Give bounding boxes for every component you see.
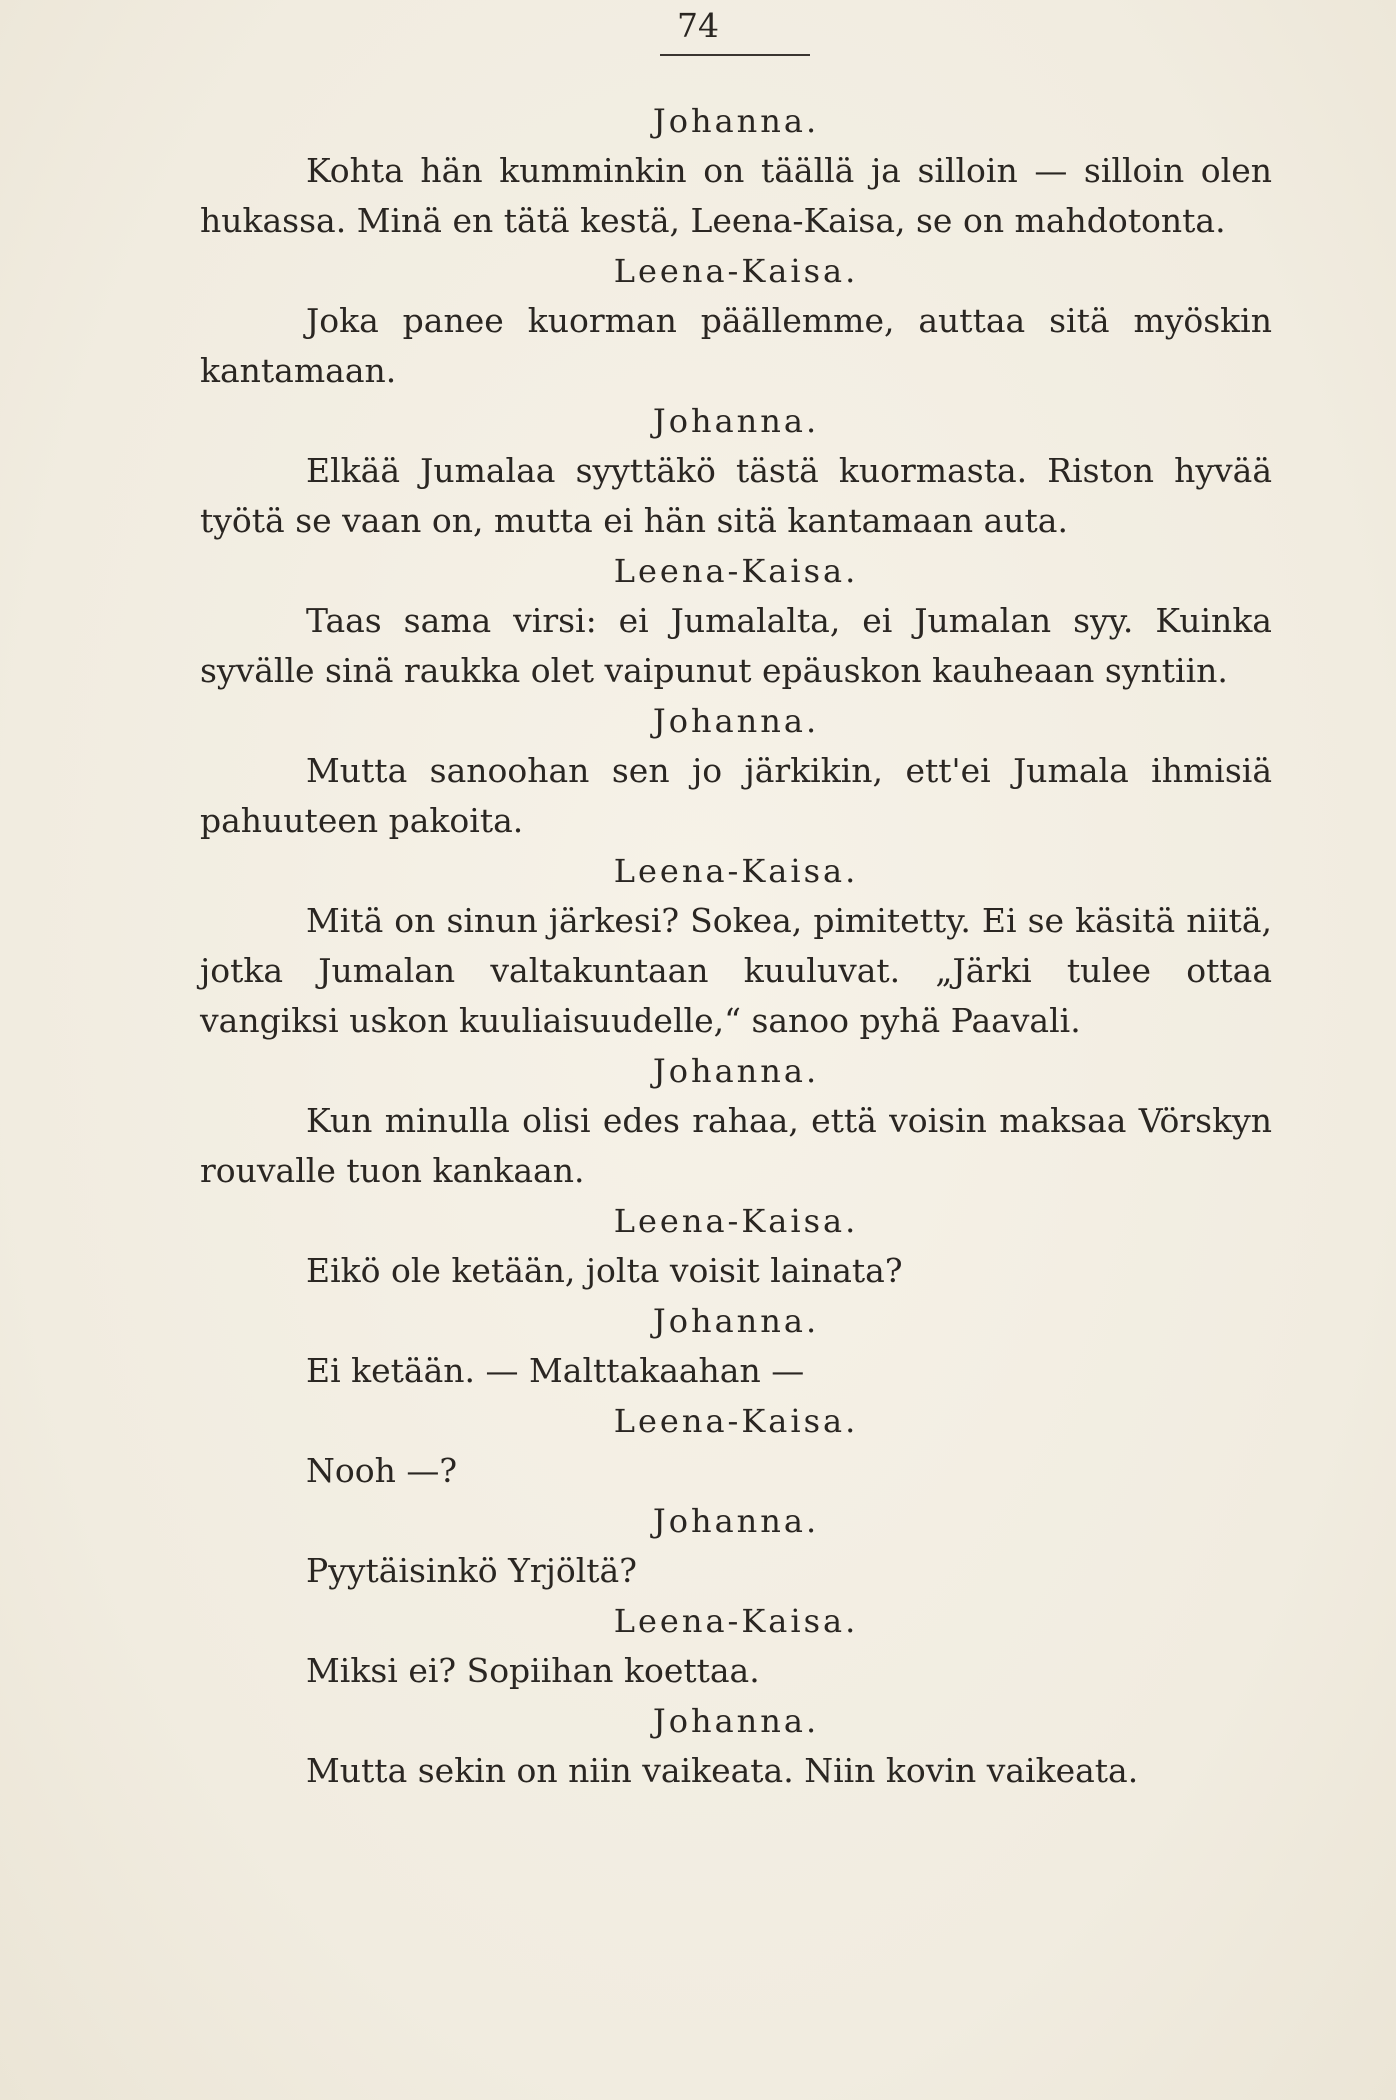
dialogue-line: Pyytäisinkö Yrjöltä?	[306, 1551, 637, 1590]
header-rule	[660, 54, 810, 56]
speaker-name: Johanna.	[652, 402, 820, 440]
dialogue-line: Taas sama virsi: ei Jumalalta, ei Jumalan syy. Kuinka syvälle sinä raukka olet vaipunut epäuskon kauheaan syntiin.	[200, 601, 1272, 690]
page-number: 74	[677, 6, 719, 45]
dialogue-line: Eikö ole ketään, jolta voisit lainata?	[306, 1251, 903, 1290]
speaker-name: Leena-Kaisa.	[613, 1602, 859, 1640]
dialogue-line: Ei ketään. — Malttakaahan —	[306, 1351, 805, 1390]
dialogue-line: Joka panee kuorman päällemme, auttaa sitä myöskin kantamaan.	[200, 301, 1272, 390]
dialogue-line: Nooh —?	[306, 1451, 458, 1490]
dialogue-line: Kun minulla olisi edes rahaa, että voisin maksaa Vörskyn rouvalle tuon kankaan.	[200, 1101, 1272, 1190]
speaker-name: Leena-Kaisa.	[613, 252, 859, 290]
dialogue-line: Miksi ei? Sopiihan koettaa.	[306, 1651, 760, 1690]
dialogue-line: Mutta sanoohan sen jo järkikin, ett'ei Jumala ihmisiä pahuuteen pakoita.	[200, 751, 1272, 840]
dialogue-line: Mutta sekin on niin vaikeata. Niin kovin vaikeata.	[306, 1751, 1139, 1790]
speaker-name: Johanna.	[652, 1502, 820, 1540]
dialogue-line: Elkää Jumalaa syyttäkö tästä kuormasta. Riston hyvää työtä se vaan on, mutta ei hän sitä kantamaan auta.	[200, 451, 1272, 540]
dialogue-line: Kohta hän kumminkin on täällä ja silloin — silloin olen hukassa. Minä en tätä kestä, Leena-Kaisa, se on mahdotonta.	[200, 151, 1272, 240]
speaker-name: Johanna.	[652, 702, 820, 740]
dialogue-line: Mitä on sinun järkesi? Sokea, pimitetty. Ei se käsitä niitä, jotka Jumalan valtakuntaan kuuluvat. „Järki tulee ottaa vangiksi uskon kuuliaisuudelle,“ sanoo pyhä Paavali.	[200, 901, 1272, 1040]
speaker-name: Leena-Kaisa.	[613, 552, 859, 590]
speaker-name: Leena-Kaisa.	[613, 852, 859, 890]
speaker-name: Johanna.	[652, 1702, 820, 1740]
dialogue-text	[200, 96, 1272, 1796]
speaker-name: Johanna.	[652, 1052, 820, 1090]
speaker-name: Leena-Kaisa.	[613, 1202, 859, 1240]
speaker-name: Johanna.	[652, 102, 820, 140]
speaker-name: Johanna.	[652, 1302, 820, 1340]
speaker-name: Leena-Kaisa.	[613, 1402, 859, 1440]
